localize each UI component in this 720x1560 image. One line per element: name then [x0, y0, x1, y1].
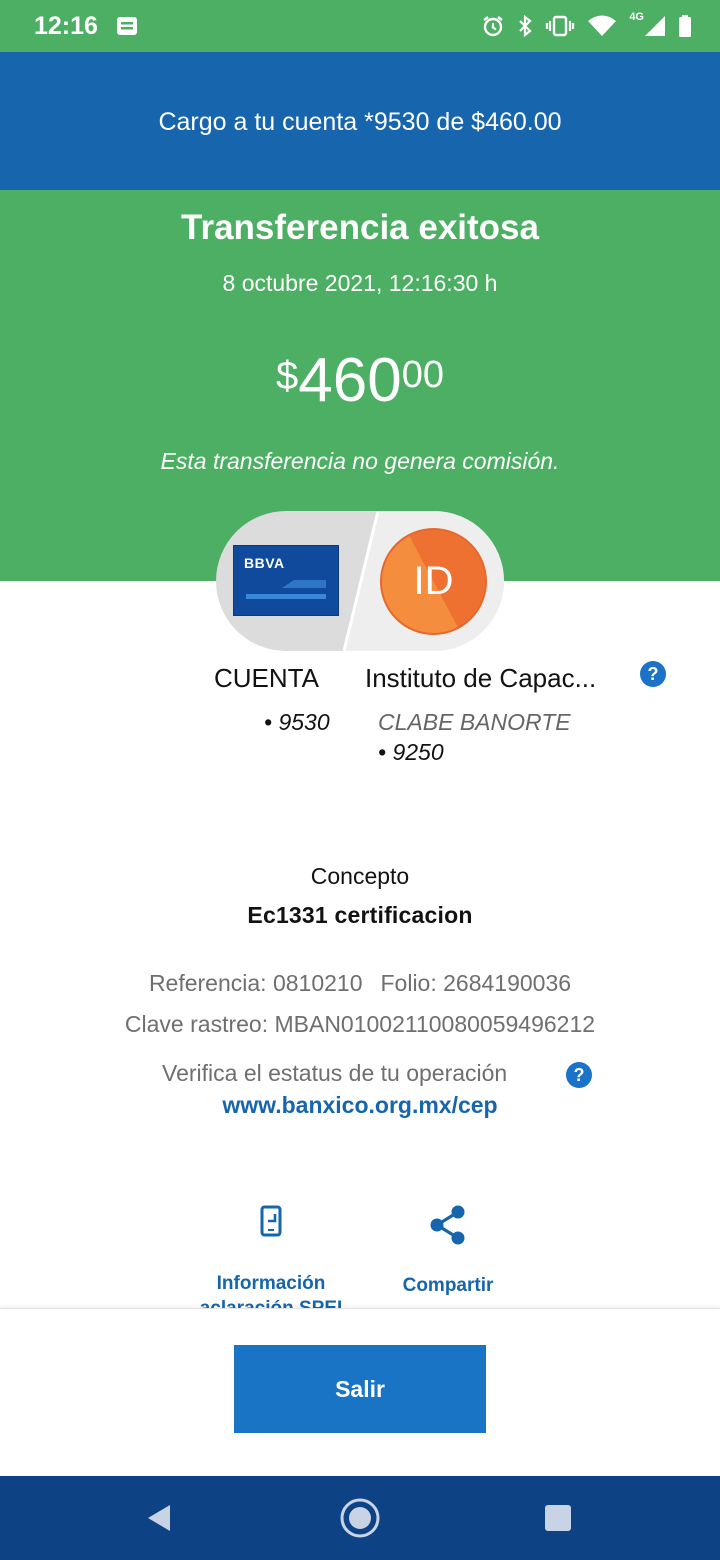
status-time: 12:16 — [34, 12, 98, 40]
exit-button[interactable]: Salir — [234, 1345, 486, 1433]
share-label: Compartir — [402, 1275, 494, 1296]
destination-bank: CLABE BANORTE — [378, 709, 571, 735]
system-nav-bar — [0, 1476, 720, 1560]
vibrate-icon — [545, 14, 575, 38]
transfer-amount — [0, 346, 720, 415]
signal-icon — [644, 14, 666, 38]
origin-account-number: • 9530 — [264, 709, 330, 735]
amount-decimals: 00 — [401, 354, 444, 396]
bottom-sheet — [0, 1308, 720, 1476]
concept-label: Concepto — [310, 863, 410, 889]
info-spei-button[interactable] — [190, 1204, 352, 1321]
battery-icon — [678, 14, 692, 38]
destination-account-number: • 9250 — [378, 739, 444, 765]
folio-number: Folio: 2684190036 — [380, 970, 572, 996]
transfer-status-title: Transferencia exitosa — [181, 208, 539, 247]
charge-summary: Cargo a tu cuenta *9530 de $460.00 — [158, 107, 562, 136]
network-type-label: 4G — [629, 11, 644, 23]
reference-number: Referencia: 0810210 — [148, 970, 363, 996]
charge-header — [0, 52, 720, 190]
nav-home-button[interactable] — [339, 1497, 381, 1539]
origin-title: CUENTA — [214, 663, 319, 693]
status-icons — [481, 12, 692, 40]
reference-line — [0, 970, 720, 997]
wifi-icon — [587, 14, 617, 38]
amount-integer: 460 — [298, 346, 402, 415]
trace-key: Clave rastreo: MBAN01002110080059496212 — [124, 1011, 596, 1037]
destination-initials: ID — [413, 559, 454, 603]
nav-recents-button[interactable] — [537, 1497, 579, 1539]
transfer-datetime: 8 octubre 2021, 12:16:30 h — [222, 270, 498, 296]
origin-bank-card — [233, 545, 339, 616]
destination-name: Instituto de Capac... — [365, 663, 597, 693]
fee-note: Esta transferencia no genera comisión. — [160, 448, 560, 474]
concept-value: Ec1331 certificacion — [247, 902, 473, 928]
message-notification-icon — [116, 16, 138, 36]
banxico-cep-link[interactable]: www.banxico.org.mx/cep — [222, 1092, 498, 1118]
destination-avatar — [380, 528, 487, 635]
status-bar — [0, 0, 720, 52]
verify-help-icon[interactable]: ? — [566, 1062, 592, 1088]
verify-status-text: Verifica el estatus de tu operación — [162, 1060, 508, 1086]
bbva-logo: BBVA — [244, 555, 285, 571]
phone-info-icon — [258, 1204, 284, 1238]
bluetooth-icon — [517, 14, 533, 38]
alarm-icon — [481, 14, 505, 38]
recents-square-icon — [544, 1504, 572, 1532]
destination-help-icon[interactable]: ? — [640, 661, 666, 687]
share-icon — [428, 1204, 468, 1246]
back-triangle-icon — [146, 1503, 172, 1533]
info-spei-label: Información — [216, 1273, 326, 1294]
amount-currency: $ — [276, 354, 299, 398]
home-circle-icon — [339, 1497, 381, 1539]
nav-back-button[interactable] — [138, 1497, 180, 1539]
share-button[interactable] — [380, 1204, 516, 1298]
